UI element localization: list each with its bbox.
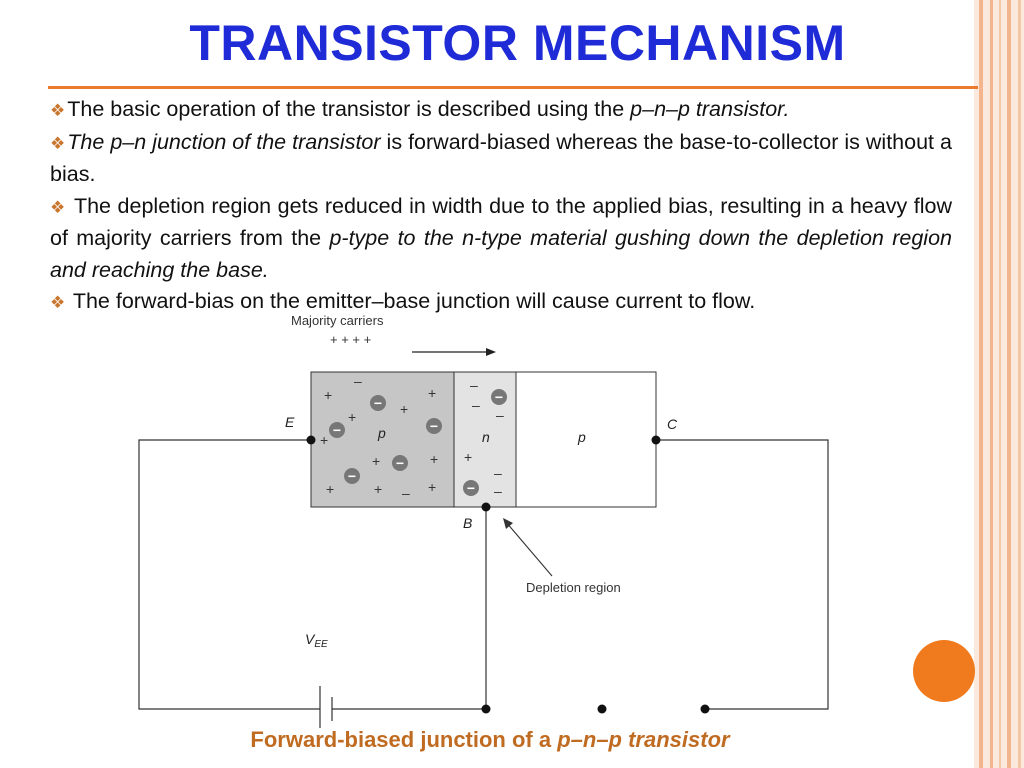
svg-text:−: − [429,418,439,434]
svg-text:+: + [464,449,473,465]
svg-text:–: – [472,397,480,413]
decorative-orange-circle [913,640,975,702]
svg-text:−: − [332,422,342,438]
svg-text:−: − [466,480,476,496]
svg-text:+: + [372,453,381,469]
bullet-2: ❖The p–n junction of the transistor is forward-biased whereas the base-to-collector is without a bias. [50,129,952,186]
svg-text:–: – [494,465,502,481]
vee-label: $V_{EE}$ [305,631,328,650]
svg-text:−: − [395,455,405,471]
emitter-label: E [285,414,295,430]
base-label: B [463,515,473,531]
depletion-region-label: Depletion region [526,580,621,595]
svg-text:+: + [428,385,437,401]
figure-caption: Forward-biased junction of a p–n–p transistor [250,727,730,752]
svg-text:+: + [324,387,333,403]
bullet-icon: ❖ [50,133,66,153]
svg-text:–: – [470,377,478,393]
battery-vee [320,686,332,728]
bullet-1: ❖The basic operation of the transistor is described using the p–n–p transistor. [50,97,790,121]
majority-carriers-label: Majority carriers [291,313,384,328]
svg-text:+: + [374,481,383,497]
p-region-collector [516,372,656,507]
svg-text:–: – [494,483,502,499]
svg-text:–: – [496,407,504,423]
slide-title: TRANSISTOR MECHANISM [189,15,846,71]
transistor-diagram [130,308,850,728]
n-base-label: n [482,429,490,445]
bullet-3: ❖ The depletion region gets reduced in width due to the applied bias, resulting in a heavy flow of majority carriers from the p-type to the n-type material gushing down the depletion region and reaching the base. [50,193,952,282]
title-underline [48,86,978,89]
svg-text:+: + [348,409,357,425]
svg-text:+: + [320,432,329,448]
depletion-pointer [503,518,552,576]
svg-text:–: – [402,485,410,501]
collector-label: C [667,416,678,432]
svg-text:+: + [428,479,437,495]
bullet-icon: ❖ [50,101,66,120]
bullet-icon: ❖ [50,293,66,312]
svg-text:−: − [373,395,383,411]
bullet-list [50,94,952,319]
decorative-side-stripes [974,0,1024,768]
svg-text:+: + [430,451,439,467]
bullet-icon: ❖ [50,197,66,217]
svg-text:+: + [400,401,409,417]
svg-text:–: – [354,373,362,389]
svg-text:−: − [494,389,504,405]
p-emitter-label: p [378,425,386,441]
p-collector-label: p [578,429,586,445]
majority-plus-row: + + + + [330,332,372,347]
carrier-flow-arrow [412,348,496,356]
svg-text:−: − [347,468,357,484]
bullet-4: ❖ The forward-bias on the emitter–base junction will cause current to flow. [50,289,756,313]
svg-text:+: + [326,481,335,497]
